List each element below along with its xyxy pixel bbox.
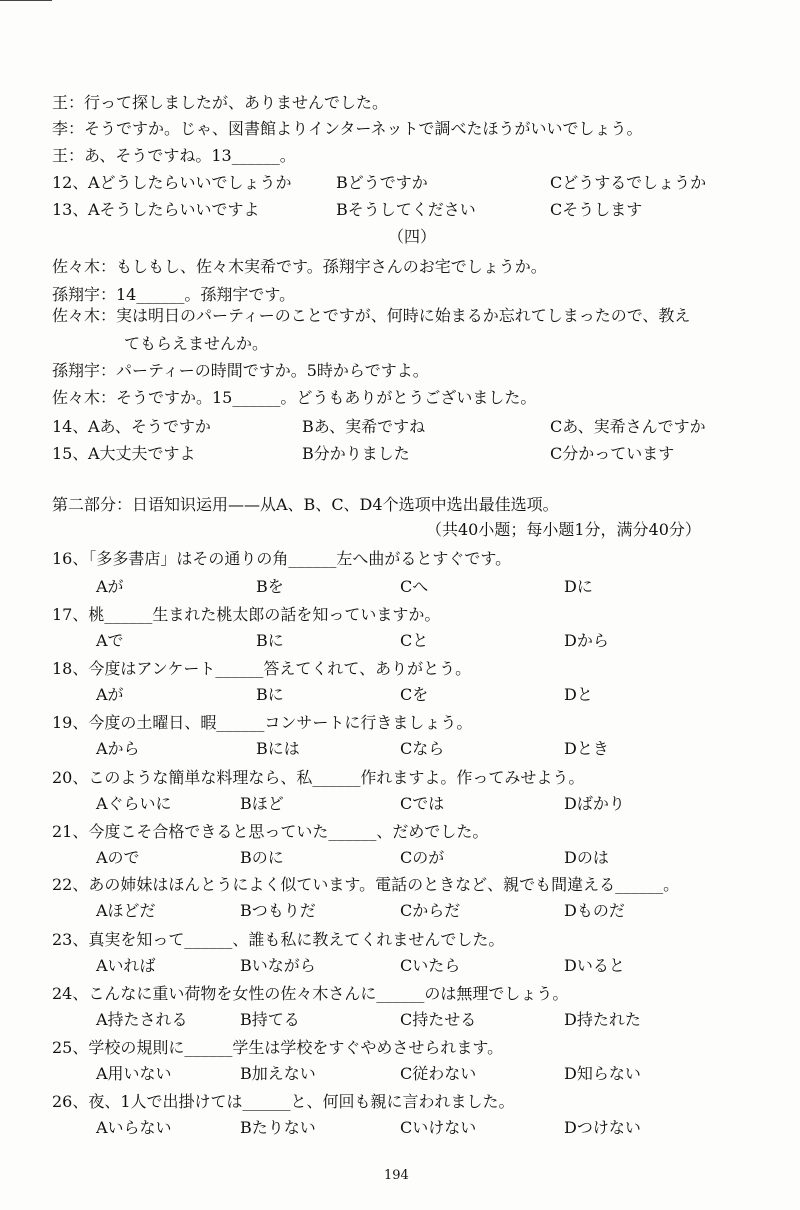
option-c: Cなら (400, 739, 445, 758)
option-b: Bあ、実希ですね (302, 417, 426, 436)
option-c: Cいけない (400, 1118, 477, 1137)
option-d: Dと (564, 685, 593, 704)
question-stem: 22、あの姉妹はほんとうによく似ています。電話のときなど、親でも間違える______。 (52, 875, 680, 894)
dialog4-line3b: てもらえませんか。 (124, 334, 269, 353)
option-c: C持たせる (400, 1010, 477, 1029)
question-stem: 12、 (52, 173, 89, 192)
option-a: Aどうしたらいいでしょうか (88, 173, 292, 192)
option-a: A大丈夫ですよ (88, 444, 196, 463)
option-b: Bを (256, 577, 284, 596)
option-a: Aそうしたらいいですよ (88, 200, 260, 219)
question-stem: 19、今度の土曜日、暇______コンサートに行きましょう。 (52, 713, 473, 732)
option-d: Dに (564, 577, 593, 596)
dialog3-line3: 王：あ、そうですね。13______。 (52, 146, 296, 165)
question-stem: 20、このような簡単な料理なら、私______作れますよ。作ってみせよう。 (52, 768, 585, 787)
option-b: B加えない (240, 1064, 316, 1083)
option-d: D持たれた (564, 1010, 641, 1029)
option-d: Dものだ (564, 901, 625, 920)
option-a: Aから (96, 739, 140, 758)
option-b: Bたりない (240, 1118, 316, 1137)
option-c: Cあ、実希さんですか (550, 417, 706, 436)
option-d: Dいると (564, 956, 625, 975)
option-a: Aいれば (96, 956, 156, 975)
option-b: B持てる (240, 1010, 300, 1029)
part2-title: 第二部分：日语知识运用——从A、B、C、D4个选项中选出最佳选项。 (52, 495, 559, 514)
option-c: Cからだ (400, 901, 461, 920)
option-b: B分かりました (302, 444, 410, 463)
option-c: Cと (400, 631, 429, 650)
question-stem: 26、夜、1人で出掛けては______と、何回も親に言われました。 (52, 1092, 515, 1111)
dialog4-line4: 孫翔宇：パーティーの時間ですか。5時からですよ。 (52, 361, 429, 380)
option-a: A用いない (96, 1064, 172, 1083)
dialog3-line2: 李：そうですか。じゃ、図書館よりインターネットで調べたほうがいいでしょう。 (52, 119, 643, 138)
option-b: Bほど (240, 794, 284, 813)
question-stem: 25、学校の規則に______学生は学校をすぐやめさせられます。 (52, 1038, 504, 1057)
option-c: Cいたら (400, 956, 461, 975)
dialog4-line5: 佐々木：そうですか。15______。どうもありがとうございました。 (52, 388, 537, 407)
option-d: D知らない (564, 1064, 641, 1083)
option-c: Cへ (400, 577, 429, 596)
dialog4-line2: 孫翔宇：14______。孫翔宇です。 (52, 285, 296, 304)
option-d: Dのは (564, 848, 609, 867)
page-number: 194 (384, 1168, 409, 1183)
option-c: C分かっています (550, 444, 675, 463)
option-a: Aほどだ (96, 901, 156, 920)
option-a: Aあ、そうですか (88, 417, 211, 436)
top-rule (0, 0, 52, 1)
option-b: Bには (256, 739, 300, 758)
question-stem: 23、真実を知って______、誰も私に教えてくれませんでした。 (52, 930, 505, 949)
option-d: Dつけない (564, 1118, 641, 1137)
option-a: Aで (96, 631, 124, 650)
question-stem: 24、こんなに重い荷物を女性の佐々木さんに______のは無理でしょう。 (52, 984, 569, 1003)
option-c: C従わない (400, 1064, 477, 1083)
option-d: Dとき (564, 739, 609, 758)
option-a: Aいらない (96, 1118, 172, 1137)
question-stem: 14、 (52, 417, 89, 436)
option-a: Aが (96, 577, 124, 596)
option-b: Bに (256, 685, 284, 704)
option-c: Cそうします (550, 200, 643, 219)
option-b: Bいながら (240, 956, 316, 975)
option-b: Bそうしてください (336, 200, 476, 219)
option-a: Aが (96, 685, 124, 704)
option-a: Aぐらいに (96, 794, 172, 813)
dialog4-line3a: 佐々木：実は明日のパーティーのことですが、何時に始まるか忘れてしまったので、教え (52, 306, 691, 325)
option-b: Bのに (240, 848, 284, 867)
option-b: Bつもりだ (240, 901, 316, 920)
question-stem: 18、今度はアンケート______答えてくれて、ありがとう。 (52, 659, 472, 678)
question-stem: 17、桃______生まれた桃太郎の話を知っていますか。 (52, 605, 441, 624)
option-b: Bどうですか (336, 173, 428, 192)
question-stem: 16、「多多書店」はその通りの角______左へ曲がるとすぐです。 (52, 549, 512, 568)
part2-note: （共40小题；每小题1分，满分40分） (426, 520, 701, 539)
section-title: （四） (388, 227, 437, 246)
question-stem: 13、 (52, 200, 89, 219)
option-c: Cのが (400, 848, 445, 867)
option-d: Dから (564, 631, 609, 650)
option-c: Cを (400, 685, 429, 704)
option-c: Cでは (400, 794, 445, 813)
question-stem: 21、今度こそ合格できると思っていた______、だめでした。 (52, 822, 489, 841)
question-stem: 15、 (52, 444, 89, 463)
option-a: A持たされる (96, 1010, 188, 1029)
option-a: Aので (96, 848, 140, 867)
option-c: Cどうするでしょうか (550, 173, 707, 192)
dialog4-line1: 佐々木：もしもし、佐々木実希です。孫翔宇さんのお宅でしょうか。 (52, 257, 547, 276)
option-b: Bに (256, 631, 284, 650)
dialog3-line1: 王：行って探しましたが、ありませんでした。 (52, 93, 389, 112)
option-d: Dばかり (564, 794, 625, 813)
